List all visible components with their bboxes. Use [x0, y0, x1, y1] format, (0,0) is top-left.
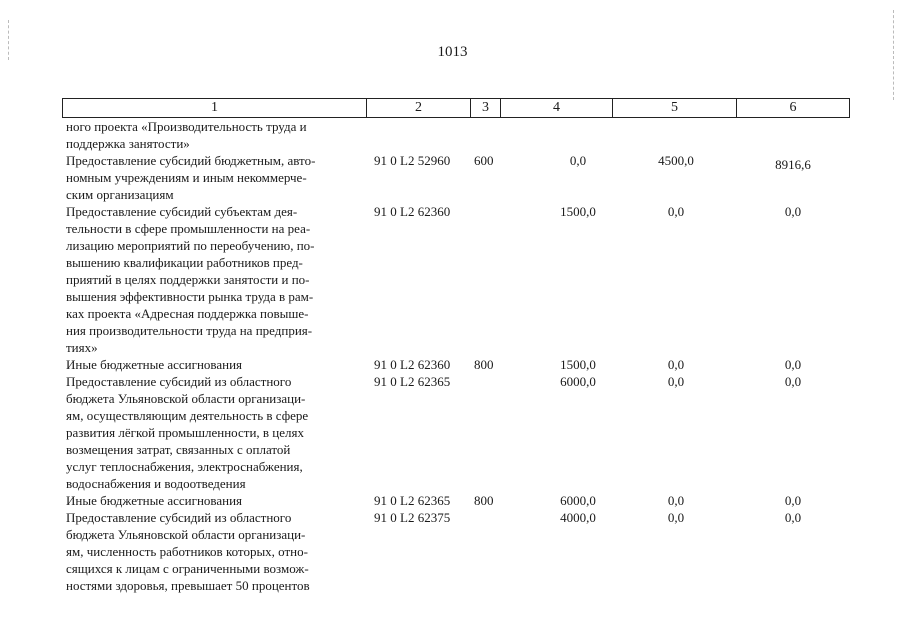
- row-description: [66, 509, 366, 594]
- col-5-value: 0,0: [667, 357, 685, 372]
- description-line: вышению квалификации работников пред-: [66, 255, 303, 270]
- row-description: [66, 152, 366, 203]
- header-col-5: 5: [613, 99, 737, 117]
- row-description: [66, 492, 366, 509]
- description-line: Иные бюджетные ассигнования: [66, 357, 243, 372]
- col-6-value: 0,0: [784, 357, 802, 372]
- description-line: ния производительности труда на предприя-: [66, 323, 313, 338]
- description-line: ям, осуществляющим деятельность в сфере: [66, 408, 309, 423]
- col-6-value: 0,0: [784, 493, 802, 508]
- table-row: [62, 492, 850, 509]
- description-line: водоснабжения и водоотведения: [66, 476, 246, 491]
- col-6-value: 0,0: [784, 204, 802, 219]
- description-line: тельности в сфере промышленности на реа-: [66, 221, 311, 236]
- col-5-value: 0,0: [667, 374, 685, 389]
- description-line: развития лёгкой промышленности, в целях: [66, 425, 304, 440]
- description-line: Предоставление субсидий субъектам дея-: [66, 204, 298, 219]
- description-line: Предоставление субсидий из областного: [66, 510, 292, 525]
- header-col-1: 1: [63, 99, 367, 117]
- table-row: [62, 509, 850, 594]
- description-line: лизацию мероприятий по переобучению, по-: [66, 238, 315, 253]
- table-row: [62, 356, 850, 373]
- description-line: услуг теплоснабжения, электроснабжения,: [66, 459, 303, 474]
- description-line: сящихся к лицам с ограниченными возмож-: [66, 561, 309, 576]
- description-line: Предоставление субсидий из областного: [66, 374, 292, 389]
- table-row: [62, 203, 850, 356]
- row-description: [66, 373, 366, 492]
- col-5-value: 0,0: [667, 204, 685, 219]
- col-6-value: 8916,6: [775, 157, 811, 172]
- col-4-value: 1500,0: [560, 204, 596, 219]
- col-3-value: 600: [474, 153, 494, 168]
- description-line: приятий в целях поддержки занятости и по-: [66, 272, 310, 287]
- col-2-code: 91 0 L2 62375: [374, 510, 451, 525]
- col-6-value: 0,0: [784, 374, 802, 389]
- col-5-value: 4500,0: [658, 153, 694, 168]
- col-2-code: 91 0 L2 62365: [374, 493, 451, 508]
- col-4-value: 4000,0: [560, 510, 596, 525]
- col-2-code: 91 0 L2 52960: [374, 153, 451, 168]
- header-col-6: 6: [789, 100, 797, 115]
- col-4-value: 0,0: [569, 153, 587, 168]
- col-2-code: 91 0 L2 62360: [374, 357, 451, 372]
- description-line: возмещения затрат, связанных с оплатой: [66, 442, 291, 457]
- col-6-value: 0,0: [784, 510, 802, 525]
- col-3-value: 800: [474, 493, 494, 508]
- col-2-code: 91 0 L2 62360: [374, 204, 451, 219]
- description-line: ским организациям: [66, 187, 174, 202]
- table-row: [62, 118, 850, 152]
- table-row: [62, 152, 850, 203]
- table-row: [62, 373, 850, 492]
- description-line: номным учреждениям и иным некоммерче-: [66, 170, 307, 185]
- col-2-code: 91 0 L2 62365: [374, 374, 451, 389]
- description-line: бюджета Ульяновской области организаци-: [66, 527, 306, 542]
- description-line: Иные бюджетные ассигнования: [66, 493, 243, 508]
- col-4-value: 1500,0: [560, 357, 596, 372]
- header-col-4: 4: [501, 99, 613, 117]
- row-description: [66, 356, 366, 373]
- description-line: ках проекта «Адресная поддержка повыше-: [66, 306, 309, 321]
- table-header: [62, 98, 850, 118]
- row-description: [66, 118, 366, 152]
- table-body: [62, 118, 850, 594]
- description-line: поддержка занятости»: [66, 136, 190, 151]
- description-line: ного проекта «Производительность труда и: [66, 119, 307, 134]
- description-line: ностями здоровья, превышает 50 процентов: [66, 578, 310, 593]
- col-4-value: 6000,0: [560, 374, 596, 389]
- col-5-value: 0,0: [667, 493, 685, 508]
- description-line: вышения эффективности рынка труда в рам-: [66, 289, 314, 304]
- col-4-value: 6000,0: [560, 493, 596, 508]
- page-number: 1013: [437, 44, 468, 60]
- col-3-value: 800: [474, 357, 494, 372]
- row-description: [66, 203, 366, 356]
- description-line: бюджета Ульяновской области организаци-: [66, 391, 306, 406]
- header-col-2: 2: [367, 99, 471, 117]
- col-5-value: 0,0: [667, 510, 685, 525]
- description-line: тиях»: [66, 340, 98, 355]
- description-line: ям, численность работников которых, отно-: [66, 544, 308, 559]
- description-line: Предоставление субсидий бюджетным, авто-: [66, 153, 316, 168]
- header-col-3: 3: [471, 99, 501, 117]
